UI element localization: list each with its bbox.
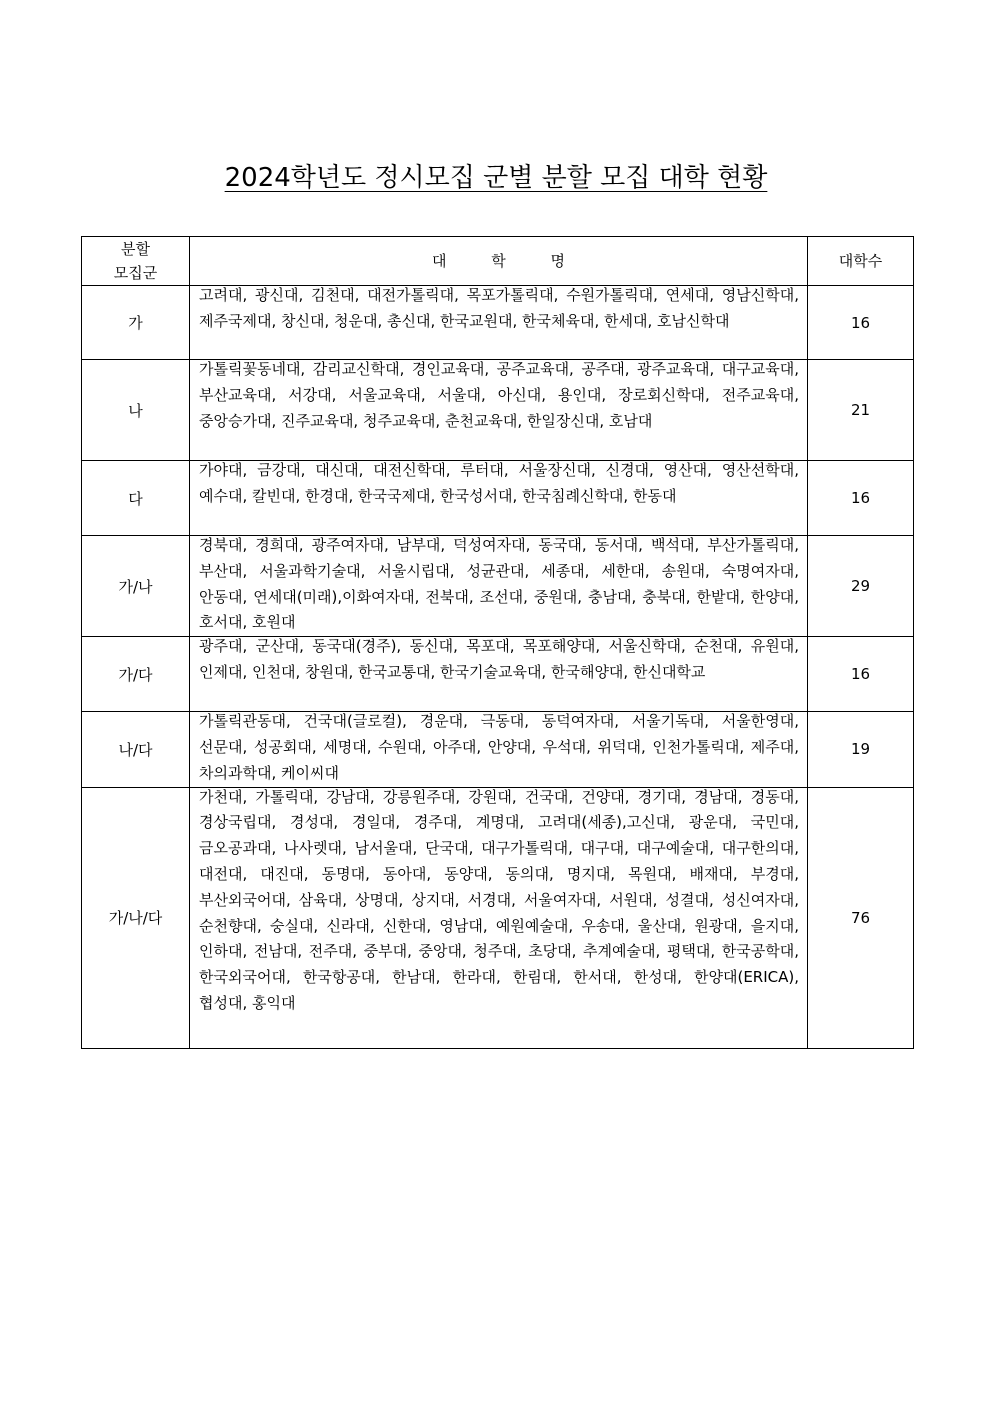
header-group-line2: 모집군: [113, 264, 158, 282]
table-row: [82, 787, 914, 1048]
universities-cell: [190, 787, 808, 1048]
group-cell: 가: [82, 286, 190, 360]
universities-cell: [190, 536, 808, 637]
count-cell: 76: [808, 787, 914, 1048]
universities-text: 고려대, 광신대, 김천대, 대전가톨릭대, 목포가톨릭대, 수원가톨릭대, 연세대, 영남신학대, 제주국제대, 창신대, 청운대, 총신대, 한국교원대, 한국체육대, 한세대, 호남신학대: [199, 286, 799, 330]
group-cell: 가/다: [82, 637, 190, 712]
group-cell: 나: [82, 360, 190, 461]
table-row: [82, 360, 914, 461]
count-cell: 16: [808, 461, 914, 536]
header-group: [82, 237, 190, 286]
header-universities: 대 학 명: [190, 237, 808, 286]
document-title: [0, 158, 992, 198]
universities-cell: [190, 712, 808, 787]
universities-cell: [190, 461, 808, 536]
universities-text: 광주대, 군산대, 동국대(경주), 동신대, 목포대, 목포해양대, 서울신학대, 순천대, 유원대, 인제대, 인천대, 창원대, 한국교통대, 한국기술교육대, 한국해양대, 한신대학교: [199, 637, 799, 681]
table-row: [82, 637, 914, 712]
universities-text: 경북대, 경희대, 광주여자대, 남부대, 덕성여자대, 동국대, 동서대, 백석대, 부산가톨릭대, 부산대, 서울과학기술대, 서울시립대, 성균관대, 세종대, 세한대, 송원대, 숙명여자대, 안동대, 연세대(미래),이화여자대, 전북대, 조선대, 중원대, 충남대, 충북대, 한밭대, 한양대, 호서대, 호원대: [199, 536, 799, 632]
universities-text: 가톨릭관동대, 건국대(글로컬), 경운대, 극동대, 동덕여자대, 서울기독대, 서울한영대, 선문대, 성공회대, 세명대, 수원대, 아주대, 안양대, 우석대, 위덕대, 인천가톨릭대, 제주대, 차의과학대, 케이씨대: [199, 712, 799, 782]
universities-cell: [190, 360, 808, 461]
title-text: 2024학년도 정시모집 군별 분할 모집 대학 현황: [224, 163, 768, 193]
table-row: [82, 461, 914, 536]
table-row: [82, 536, 914, 637]
universities-cell: [190, 286, 808, 360]
count-cell: 21: [808, 360, 914, 461]
group-cell: 가/나/다: [82, 787, 190, 1048]
universities-text: 가톨릭꽃동네대, 감리교신학대, 경인교육대, 공주교육대, 공주대, 광주교육대, 대구교육대, 부산교육대, 서강대, 서울교육대, 서울대, 아신대, 용인대, 장로회신학대, 전주교육대, 중앙승가대, 진주교육대, 청주교육대, 춘천교육대, 한일장신대, 호남대: [199, 360, 799, 430]
header-count: 대학수: [808, 237, 914, 286]
count-cell: 29: [808, 536, 914, 637]
table-header-row: [82, 237, 914, 286]
count-cell: 16: [808, 286, 914, 360]
table-row: [82, 712, 914, 787]
header-group-line1: 분할: [121, 240, 150, 258]
table-row: [82, 286, 914, 360]
group-cell: 다: [82, 461, 190, 536]
group-cell: 가/나: [82, 536, 190, 637]
universities-text: 가야대, 금강대, 대신대, 대전신학대, 루터대, 서울장신대, 신경대, 영산대, 영산선학대, 예수대, 칼빈대, 한경대, 한국국제대, 한국성서대, 한국침례신학대, 한동대: [199, 461, 799, 505]
count-cell: 16: [808, 637, 914, 712]
count-cell: 19: [808, 712, 914, 787]
university-table: [81, 236, 914, 1049]
universities-text: 가천대, 가톨릭대, 강남대, 강릉원주대, 강원대, 건국대, 건양대, 경기대, 경남대, 경동대, 경상국립대, 경성대, 경일대, 경주대, 계명대, 고려대(세종),고신대, 광운대, 국민대, 금오공과대, 나사렛대, 남서울대, 단국대, 대구가톨릭대, 대구대, 대구예술대, 대구한의대, 대전대, 대진대, 동명대, 동아대, 동양대, 동의대, 명지대, 목원대, 배재대, 부경대, 부산외국어대, 삼육대, 상명대, 상지대, 서경대, 서울여자대, 서원대, 성결대, 성신여자대, 순천향대, 숭실대, 신라대, 신한대, 영남대, 예원예술대, 우송대, 울산대, 원광대, 을지대, 인하대, 전남대, 전주대, 중부대, 중앙대, 청주대, 초당대, 추계예술대, 평택대, 한국공학대, 한국외국어대, 한국항공대, 한남대, 한라대, 한림대, 한서대, 한성대, 한양대(ERICA), 협성대, 홍익대: [199, 787, 799, 1012]
universities-cell: [190, 637, 808, 712]
group-cell: 나/다: [82, 712, 190, 787]
